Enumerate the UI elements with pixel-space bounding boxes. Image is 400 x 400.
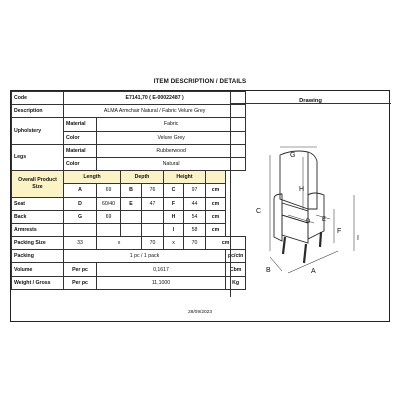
upholstery-label: Upholstery (12, 118, 64, 144)
height-header: Height (164, 171, 206, 184)
dim-row-label: Back (12, 210, 64, 223)
weight-per: Per pc (64, 276, 97, 289)
code-row (12, 92, 246, 105)
packing-size-times: x (97, 237, 142, 250)
chair-base-shape (282, 215, 308, 243)
dim-value (97, 223, 121, 236)
packing-size-length: 33 (64, 237, 97, 250)
drawing-label-i: I (357, 235, 359, 242)
drawing-label-c: C (256, 208, 262, 215)
chair-left-arm-shape (274, 194, 282, 241)
dimension-labels (256, 152, 359, 275)
volume-per: Per pc (64, 263, 97, 276)
drawing-divider (230, 91, 231, 297)
dim-code: H (164, 210, 184, 223)
volume-row (12, 263, 246, 276)
dimension-row-armrests (12, 223, 246, 236)
packing-label: Packing (12, 250, 64, 263)
dim-unit: cm (206, 223, 226, 236)
legs-material-value: Rubberwood (97, 144, 246, 157)
weight-label: Weight / Gross (12, 276, 64, 289)
armchair-outline (274, 151, 327, 263)
upholstery-material-value: Fabric (97, 118, 246, 131)
packing-size-label: Packing Size (12, 237, 64, 250)
chair-leg-back-right (320, 232, 321, 247)
legs-color-value: Natural (97, 157, 246, 170)
drawing-label-h: H (299, 186, 305, 193)
chair-leg-front-right (304, 244, 306, 263)
dim-value: 69 (97, 184, 121, 197)
drawing-header-divider (230, 103, 391, 104)
dim-code: D (64, 197, 97, 210)
dim-code (64, 223, 97, 236)
weight-unit: Kg (226, 276, 246, 289)
packing-size-unit: cm (206, 237, 246, 250)
footer-date: 28/09/2023 (187, 310, 212, 315)
drawing-label-b: B (266, 267, 271, 274)
packing-row (12, 250, 246, 263)
chair-leg-front-left (283, 237, 285, 254)
armchair-drawing (230, 91, 391, 297)
upholstery-material-label: Material (64, 118, 97, 131)
description-label: Description (12, 105, 64, 118)
spec-sheet (10, 90, 390, 322)
dim-value: 44 (184, 197, 206, 210)
dim-code: A (64, 184, 97, 197)
dim-unit: cm (206, 210, 226, 223)
dim-value: 58 (184, 223, 206, 236)
volume-unit: Cbm (226, 263, 246, 276)
legs-label: Legs (12, 144, 64, 170)
dim-unit: cm (206, 184, 226, 197)
dim-unit: cm (206, 197, 226, 210)
dim-code (121, 223, 142, 236)
weight-row (12, 276, 246, 289)
spec-table (11, 91, 246, 290)
dim-code: C (164, 184, 184, 197)
dimension-header-row (12, 171, 246, 184)
chair-back-shape (280, 151, 308, 209)
dim-value: 97 (184, 184, 206, 197)
packing-size-width: 70 (142, 237, 164, 250)
packing-size-height: 70 (184, 237, 206, 250)
dim-row-label: Seat (12, 197, 64, 210)
legs-material-label: Material (64, 144, 97, 157)
packing-size-row (12, 237, 246, 250)
upholstery-material-row (12, 118, 246, 131)
dim-value (142, 223, 164, 236)
packing-size-times: x (164, 237, 184, 250)
weight-value: 11,1000 (97, 276, 226, 289)
drawing-label-d: D (306, 219, 311, 225)
description-row (12, 105, 246, 118)
depth-header: Depth (121, 171, 164, 184)
upholstery-color-value: Velure Grey (97, 131, 246, 144)
dim-code: E (121, 197, 142, 210)
overall-size-label: Overall Product Size (12, 171, 64, 197)
dimension-row-back (12, 210, 246, 223)
chair-wing-shape (308, 152, 317, 209)
packing-unit: pc/ctn (226, 250, 246, 263)
upholstery-color-label: Color (64, 131, 97, 144)
length-header: Length (64, 171, 121, 184)
drawing-title: Drawing (299, 98, 322, 104)
dim-code: G (64, 210, 97, 223)
dim-line-b (270, 257, 282, 271)
description-value: ALMA Armchair Natural / Fabric Velure Grey (64, 105, 246, 118)
sheet-title: ITEM DESCRIPTION / DETAILS (153, 78, 247, 85)
dim-value: 54 (184, 210, 206, 223)
volume-label: Volume (12, 263, 64, 276)
code-label: Code (12, 92, 64, 105)
code-value: E7141,70 ( E-00022487 ) (64, 92, 246, 105)
dim-value: 69 (97, 210, 121, 223)
drawing-panel (230, 91, 391, 297)
volume-value: 0,1617 (97, 263, 226, 276)
dim-row-label: Armrests (12, 223, 64, 236)
dimension-lines (270, 147, 354, 273)
dim-value: 60/40 (97, 197, 121, 210)
dim-value: 76 (142, 184, 164, 197)
packing-value: 1 pc / 1 pack (64, 250, 226, 263)
drawing-label-g: G (290, 152, 296, 159)
dim-value (142, 210, 164, 223)
dim-code (121, 210, 142, 223)
dim-code: I (164, 223, 184, 236)
legs-material-row (12, 144, 246, 157)
drawing-label-a: A (311, 268, 316, 275)
drawing-label-e: E (322, 217, 327, 223)
dim-code: F (164, 197, 184, 210)
dim-code: B (121, 184, 142, 197)
dimension-header-spacer (206, 171, 226, 184)
legs-color-label: Color (64, 157, 97, 170)
drawing-label-f: F (337, 228, 342, 235)
dimension-row-seat (12, 197, 246, 210)
dim-value: 47 (142, 197, 164, 210)
